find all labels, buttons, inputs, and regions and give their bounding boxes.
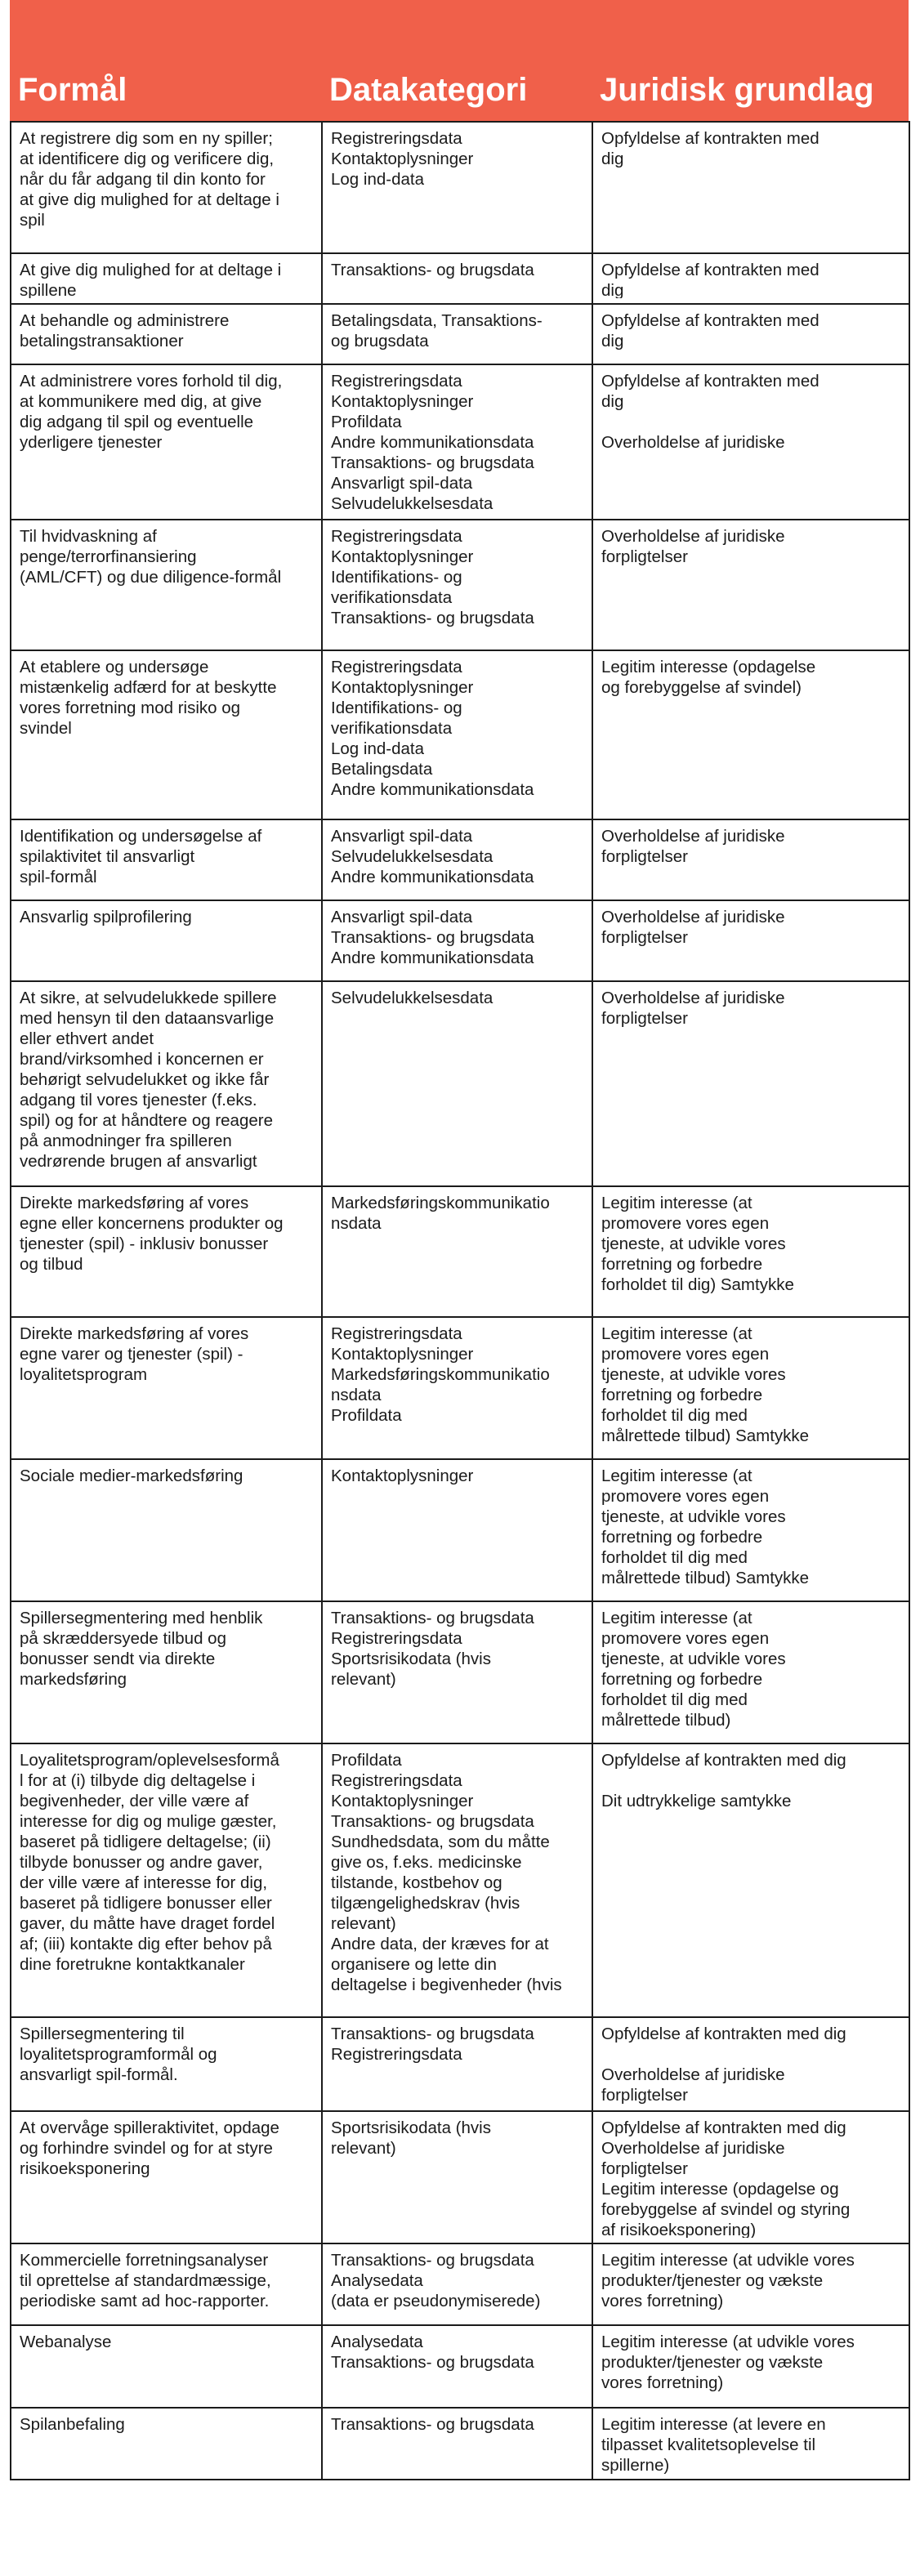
purpose-cell (11, 122, 322, 253)
data-category-cell (322, 819, 592, 900)
cell-line: Kontaktoplysninger (331, 1467, 474, 1485)
legal-basis-cell (592, 253, 909, 304)
purpose-cell (11, 1459, 322, 1601)
cell-line: l for at (i) tilbyde dig deltagelse i (20, 1771, 256, 1790)
cell-line: Spillersegmentering med henblik (20, 1609, 263, 1627)
cell-line: Legitim interesse (at udvikle vores (601, 2333, 855, 2351)
purpose-cell (11, 520, 322, 650)
cell-line: Sundhedsdata, som du måtte (331, 1833, 550, 1851)
cell-line: Transaktions- og brugsdata (331, 261, 534, 279)
cell-line: At administrere vores forhold til dig, (20, 372, 283, 391)
cell-line: dig (601, 281, 624, 298)
cell-line: produkter/tjenester og vækste (601, 2353, 824, 2372)
table-row (11, 304, 909, 364)
purpose-cell (11, 900, 322, 981)
cell-line: Registreringsdata (331, 658, 462, 676)
cell-line: Kontaktoplysninger (331, 392, 474, 411)
table-row (11, 650, 909, 819)
cell-line: forholdet til dig) Samtykke (601, 1275, 794, 1294)
cell-line: Kommercielle forretningsanalyser (20, 2251, 269, 2270)
cell-line: forpligtelser (601, 2086, 688, 2105)
privacy-table-container (10, 0, 909, 2480)
cell-line: vores forretning) (601, 2292, 724, 2310)
data-category-cell (322, 900, 592, 981)
cell-line: Transaktions- og brugsdata (331, 2415, 534, 2434)
legal-basis-cell (592, 2325, 909, 2408)
table-row (11, 1743, 909, 2017)
cell-line: Til hvidvaskning af (20, 527, 157, 546)
cell-line: Legitim interesse (opdagelse og (601, 2180, 839, 2199)
cell-line: Kontaktoplysninger (331, 150, 474, 168)
legal-basis-cell (592, 304, 909, 364)
cell-line: deltagelse i begivenheder (hvis (331, 1976, 562, 1994)
cell-line: Overholdelse af juridiske (601, 527, 785, 546)
cell-line: dig (601, 392, 624, 411)
cell-line: Andre kommunikationsdata (331, 780, 534, 799)
cell-line: promovere vores egen (601, 1629, 770, 1648)
legal-basis-cell (592, 520, 909, 650)
cell-line: og forhindre svindel og for at styre (20, 2139, 273, 2158)
cell-line: At give dig mulighed for at deltage i (20, 261, 282, 279)
purpose-cell (11, 2017, 322, 2111)
purpose-cell (11, 304, 322, 364)
cell-line: med hensyn til den dataansvarlige (20, 1009, 275, 1028)
cell-line: tjeneste, at udvikle vores (601, 1507, 786, 1526)
cell-line: Profildata (331, 1406, 402, 1425)
table-row (11, 2325, 909, 2408)
legal-basis-cell (592, 1317, 909, 1459)
cell-line: Loyalitetsprogram/oplevelsesformå (20, 1751, 279, 1770)
cell-line: spil) og for at håndtere og reagere (20, 1111, 273, 1130)
cell-line: Webanalyse (20, 2333, 112, 2351)
cell-line: At sikre, at selvudelukkede spillere (20, 989, 277, 1007)
cell-line: vores forretning mod risiko og (20, 699, 241, 717)
legal-basis-cell (592, 900, 909, 981)
cell-line: Opfyldelse af kontrakten med dig (601, 2118, 846, 2137)
cell-line: Log ind-data (331, 170, 424, 189)
cell-line: baseret på tidligere deltagelse; (ii) (20, 1833, 271, 1851)
cell-line: Transaktions- og brugsdata (331, 928, 534, 947)
table-row (11, 1186, 909, 1317)
cell-line: der ville være af interesse for dig, (20, 1873, 268, 1892)
cell-line: eller ethvert andet (20, 1029, 154, 1048)
cell-line: Log ind-data (331, 739, 424, 758)
cell-line: vores forretning) (601, 2373, 724, 2392)
purpose-cell (11, 981, 322, 1186)
cell-line: betalingstransaktioner (20, 332, 184, 350)
cell-line: Legitim interesse (at (601, 1467, 753, 1485)
cell-line: målrettede tilbud) Samtykke (601, 1426, 810, 1445)
cell-line: nsdata (331, 1386, 382, 1404)
cell-line: Opfyldelse af kontrakten med dig (601, 1751, 846, 1770)
data-category-cell (322, 2017, 592, 2111)
cell-line: verifikationsdata (331, 588, 453, 607)
cell-line: At etablere og undersøge (20, 658, 209, 676)
cell-line: Sportsrisikodata (hvis (331, 1650, 491, 1668)
cell-line: periodiske samt ad hoc-rapporter. (20, 2292, 270, 2310)
cell-line: give os, f.eks. medicinske (331, 1853, 522, 1872)
table-row (11, 2408, 909, 2480)
cell-line: Markedsføringskommunikatio (331, 1365, 550, 1384)
cell-line: og brugsdata (331, 332, 429, 350)
cell-line: Transaktions- og brugsdata (331, 609, 534, 627)
cell-line: Opfyldelse af kontrakten med (601, 372, 820, 391)
cell-line: Kontaktoplysninger (331, 1792, 474, 1810)
cell-line: at kommunikere med dig, at give (20, 392, 262, 411)
cell-line: tilpasset kvalitetsoplevelse til (601, 2435, 816, 2454)
cell-line: Ansvarligt spil-data (331, 827, 473, 846)
data-category-cell (322, 304, 592, 364)
cell-line: adgang til vores tjenester (f.eks. (20, 1091, 257, 1109)
header-legal-basis: Juridisk grundlag (600, 72, 874, 108)
cell-line: målrettede tilbud) (601, 1711, 731, 1730)
cell-line: At overvåge spilleraktivitet, opdage (20, 2118, 279, 2137)
legal-basis-cell (592, 1186, 909, 1317)
data-category-cell (322, 650, 592, 819)
purpose-cell (11, 1601, 322, 1743)
cell-line: penge/terrorfinansiering (20, 547, 197, 566)
cell-line: Profildata (331, 1751, 402, 1770)
cell-line: Kontaktoplysninger (331, 678, 474, 697)
cell-line: spillerne) (601, 2456, 670, 2474)
data-category-cell (322, 2408, 592, 2480)
cell-line: Registreringsdata (331, 527, 462, 546)
cell-line: gaver, du måtte have draget fordel (20, 1914, 275, 1933)
cell-line: Registreringsdata (331, 1629, 462, 1648)
legal-basis-cell (592, 1459, 909, 1601)
data-category-cell (322, 1459, 592, 1601)
cell-line: Selvudelukkelsesdata (331, 989, 493, 1007)
cell-line: egne varer og tjenester (spil) - (20, 1345, 243, 1364)
cell-line: Registreringsdata (331, 1324, 462, 1343)
data-category-cell (322, 1317, 592, 1459)
cell-line: Overholdelse af juridiske (601, 827, 785, 846)
legal-basis-cell (592, 364, 909, 520)
cell-line: at identificere dig og verificere dig, (20, 150, 275, 168)
cell-line: Overholdelse af juridiske (601, 989, 785, 1007)
cell-line: på skræddersyede tilbud og (20, 1629, 226, 1648)
cell-line: At behandle og administrere (20, 311, 230, 330)
cell-line: Transaktions- og brugsdata (331, 2251, 534, 2270)
cell-line: spil-formål (20, 868, 97, 886)
cell-line: dig (601, 332, 624, 350)
cell-line: yderligere tjenester (20, 433, 163, 452)
purpose-cell (11, 2408, 322, 2480)
cell-line: Sociale medier-markedsføring (20, 1467, 243, 1485)
cell-line: vedrørende brugen af ansvarligt (20, 1152, 257, 1171)
cell-line: tjeneste, at udvikle vores (601, 1650, 786, 1668)
data-category-cell (322, 2243, 592, 2325)
cell-line: mistænkelig adfærd for at beskytte (20, 678, 277, 697)
table-row (11, 122, 909, 253)
cell-line: tjeneste, at udvikle vores (601, 1234, 786, 1253)
purpose-cell (11, 650, 322, 819)
legal-basis-cell (592, 650, 909, 819)
cell-line: Opfyldelse af kontrakten med (601, 261, 820, 279)
cell-line: begivenheder, der ville være af (20, 1792, 249, 1810)
cell-line: brand/virksomhed i koncernen er (20, 1050, 264, 1069)
cell-line: af risikoeksponering) (601, 2221, 757, 2238)
purpose-cell (11, 1317, 322, 1459)
data-category-cell (322, 1601, 592, 1743)
cell-line: Markedsføringskommunikatio (331, 1194, 550, 1212)
data-category-cell (322, 1743, 592, 2017)
cell-line: og tilbud (20, 1255, 83, 1274)
cell-line: Overholdelse af juridiske (601, 433, 785, 452)
purpose-cell (11, 2325, 322, 2408)
cell-line: når du får adgang til din konto for (20, 170, 266, 189)
cell-line: Legitim interesse (opdagelse (601, 658, 816, 676)
cell-line: produkter/tjenester og vækste (601, 2271, 824, 2290)
data-category-cell (322, 122, 592, 253)
cell-line: Selvudelukkelsesdata (331, 847, 493, 866)
cell-line: Opfyldelse af kontrakten med dig (601, 2025, 846, 2043)
cell-line: loyalitetsprogram (20, 1365, 148, 1384)
data-processing-table (10, 121, 910, 2480)
purpose-cell (11, 1743, 322, 2017)
purpose-cell (11, 819, 322, 900)
cell-line: dig adgang til spil og eventuelle (20, 413, 254, 431)
spacer (601, 1770, 901, 1791)
table-row (11, 981, 909, 1186)
cell-line: Ansvarlig spilprofilering (20, 908, 192, 926)
cell-line: Opfyldelse af kontrakten med (601, 311, 820, 330)
purpose-cell (11, 2243, 322, 2325)
table-row (11, 819, 909, 900)
cell-line: promovere vores egen (601, 1487, 770, 1506)
purpose-cell (11, 253, 322, 304)
cell-line: relevant) (331, 1670, 396, 1689)
cell-line: at give dig mulighed for at deltage i (20, 190, 279, 209)
cell-line: markedsføring (20, 1670, 127, 1689)
table-row (11, 1317, 909, 1459)
data-category-cell (322, 1186, 592, 1317)
cell-line: forretning og forbedre (601, 1670, 763, 1689)
cell-line: verifikationsdata (331, 719, 453, 738)
cell-line: relevant) (331, 1914, 396, 1933)
spacer (601, 412, 901, 432)
cell-line: tjenester (spil) - inklusiv bonusser (20, 1234, 269, 1253)
cell-line: spilaktivitet til ansvarligt (20, 847, 195, 866)
legal-basis-cell (592, 819, 909, 900)
cell-line: Overholdelse af juridiske (601, 908, 785, 926)
cell-line: Selvudelukkelsesdata (331, 494, 493, 513)
cell-line: nsdata (331, 1214, 382, 1233)
cell-line: Andre data, der kræves for at (331, 1935, 549, 1953)
legal-basis-cell (592, 1743, 909, 2017)
spacer (601, 2044, 901, 2065)
cell-line: Identifikation og undersøgelse af (20, 827, 262, 846)
cell-line: behørigt selvudelukket og ikke får (20, 1070, 270, 1089)
table-row (11, 900, 909, 981)
cell-line: Legitim interesse (at levere en (601, 2415, 826, 2434)
header-purpose: Formål (18, 72, 127, 108)
cell-line: svindel (20, 719, 72, 738)
legal-basis-cell (592, 2408, 909, 2480)
cell-line: Direkte markedsføring af vores (20, 1194, 249, 1212)
data-category-cell (322, 981, 592, 1186)
cell-line: Ansvarligt spil-data (331, 908, 473, 926)
cell-line: Identifikations- og (331, 568, 462, 587)
cell-line: forpligtelser (601, 1009, 688, 1028)
cell-line: og forebyggelse af svindel) (601, 678, 802, 697)
data-category-cell (322, 2325, 592, 2408)
cell-line: forholdet til dig med (601, 1548, 748, 1567)
cell-line: målrettede tilbud) Samtykke (601, 1569, 810, 1587)
cell-line: Spilanbefaling (20, 2415, 125, 2434)
cell-line: promovere vores egen (601, 1345, 770, 1364)
table-row (11, 2243, 909, 2325)
cell-line: Identifikations- og (331, 699, 462, 717)
purpose-cell (11, 364, 322, 520)
cell-line: relevant) (331, 2139, 396, 2158)
legal-basis-cell (592, 1601, 909, 1743)
table-row (11, 1601, 909, 1743)
cell-line: forretning og forbedre (601, 1386, 763, 1404)
cell-line: Ansvarligt spil-data (331, 474, 473, 493)
cell-line: til oprettelse af standardmæssige, (20, 2271, 271, 2290)
table-row (11, 1459, 909, 1601)
cell-line: Andre kommunikationsdata (331, 433, 534, 452)
cell-line: Kontaktoplysninger (331, 1345, 474, 1364)
cell-line: Legitim interesse (at udvikle vores (601, 2251, 855, 2270)
cell-line: Andre kommunikationsdata (331, 868, 534, 886)
cell-line: interesse for dig og mulige gæster, (20, 1812, 277, 1831)
table-row (11, 520, 909, 650)
cell-line: Overholdelse af juridiske (601, 2139, 785, 2158)
cell-line: forretning og forbedre (601, 1528, 763, 1547)
cell-line: Analysedata (331, 2271, 423, 2290)
legal-basis-cell (592, 122, 909, 253)
cell-line: Registreringsdata (331, 2045, 462, 2064)
cell-line: Sportsrisikodata (hvis (331, 2118, 491, 2137)
cell-line: forebyggelse af svindel og styring (601, 2200, 851, 2219)
cell-line: Transaktions- og brugsdata (331, 1812, 534, 1831)
legal-basis-cell (592, 2017, 909, 2111)
cell-line: risikoeksponering (20, 2159, 150, 2178)
cell-line: af; (iii) kontakte dig efter behov på (20, 1935, 272, 1953)
cell-line: Registreringsdata (331, 372, 462, 391)
data-category-cell (322, 364, 592, 520)
cell-line: baseret på tidligere bonusser eller (20, 1894, 272, 1913)
cell-line: (AML/CFT) og due diligence-formål (20, 568, 282, 587)
cell-line: Overholdelse af juridiske (601, 2065, 785, 2084)
cell-line: egne eller koncernens produkter og (20, 1214, 284, 1233)
cell-line: forpligtelser (601, 2159, 688, 2178)
cell-line: tjeneste, at udvikle vores (601, 1365, 786, 1384)
cell-line: Transaktions- og brugsdata (331, 2025, 534, 2043)
cell-line: spil (20, 211, 45, 230)
cell-line: loyalitetsprogramformål og (20, 2045, 217, 2064)
cell-line: dig (601, 150, 624, 168)
cell-line: Transaktions- og brugsdata (331, 2353, 534, 2372)
cell-line: Transaktions- og brugsdata (331, 1609, 534, 1627)
cell-line: Betalingsdata (331, 760, 433, 779)
cell-line: Profildata (331, 413, 402, 431)
purpose-cell (11, 1186, 322, 1317)
cell-line: Legitim interesse (at (601, 1609, 753, 1627)
cell-line: tilstande, kostbehov og (331, 1873, 502, 1892)
cell-line: Direkte markedsføring af vores (20, 1324, 249, 1343)
cell-line: Andre kommunikationsdata (331, 949, 534, 967)
table-row (11, 2017, 909, 2111)
cell-line: organisere og lette din (331, 1955, 497, 1974)
cell-line: forpligtelser (601, 928, 688, 947)
cell-line: på anmodninger fra spilleren (20, 1132, 232, 1150)
cell-line: forholdet til dig med (601, 1690, 748, 1709)
cell-line: tilbyde bonusser og andre gaver, (20, 1853, 263, 1872)
cell-line: spillene (20, 281, 77, 298)
table-row (11, 253, 909, 304)
table-row (11, 2111, 909, 2243)
data-category-cell (322, 2111, 592, 2243)
cell-line: bonusser sendt via direkte (20, 1650, 216, 1668)
header-data-category: Datakategori (329, 72, 528, 108)
cell-line: Transaktions- og brugsdata (331, 453, 534, 472)
cell-line: forpligtelser (601, 547, 688, 566)
cell-line: tilgængelighedskrav (hvis (331, 1894, 520, 1913)
cell-line: promovere vores egen (601, 1214, 770, 1233)
cell-line: Dit udtrykkelige samtykke (601, 1792, 792, 1810)
legal-basis-cell (592, 2111, 909, 2243)
table-row (11, 364, 909, 520)
cell-line: Betalingsdata, Transaktions- (331, 311, 543, 330)
table-header (10, 0, 909, 121)
cell-line: Opfyldelse af kontrakten med (601, 129, 820, 148)
legal-basis-cell (592, 2243, 909, 2325)
data-category-cell (322, 520, 592, 650)
cell-line: At registrere dig som en ny spiller; (20, 129, 273, 148)
cell-line: Legitim interesse (at (601, 1324, 753, 1343)
purpose-cell (11, 2111, 322, 2243)
cell-line: dine foretrukne kontaktkanaler (20, 1955, 245, 1974)
cell-line: Registreringsdata (331, 1771, 462, 1790)
data-category-cell (322, 253, 592, 304)
cell-line: ansvarligt spil-formål. (20, 2065, 178, 2084)
cell-line: forpligtelser (601, 847, 688, 866)
cell-line: Spillersegmentering til (20, 2025, 185, 2043)
cell-line: forretning og forbedre (601, 1255, 763, 1274)
cell-line: (data er pseudonymiserede) (331, 2292, 541, 2310)
legal-basis-cell (592, 981, 909, 1186)
cell-line: forholdet til dig med (601, 1406, 748, 1425)
cell-line: Analysedata (331, 2333, 423, 2351)
cell-line: Registreringsdata (331, 129, 462, 148)
cell-line: Legitim interesse (at (601, 1194, 753, 1212)
cell-line: Kontaktoplysninger (331, 547, 474, 566)
